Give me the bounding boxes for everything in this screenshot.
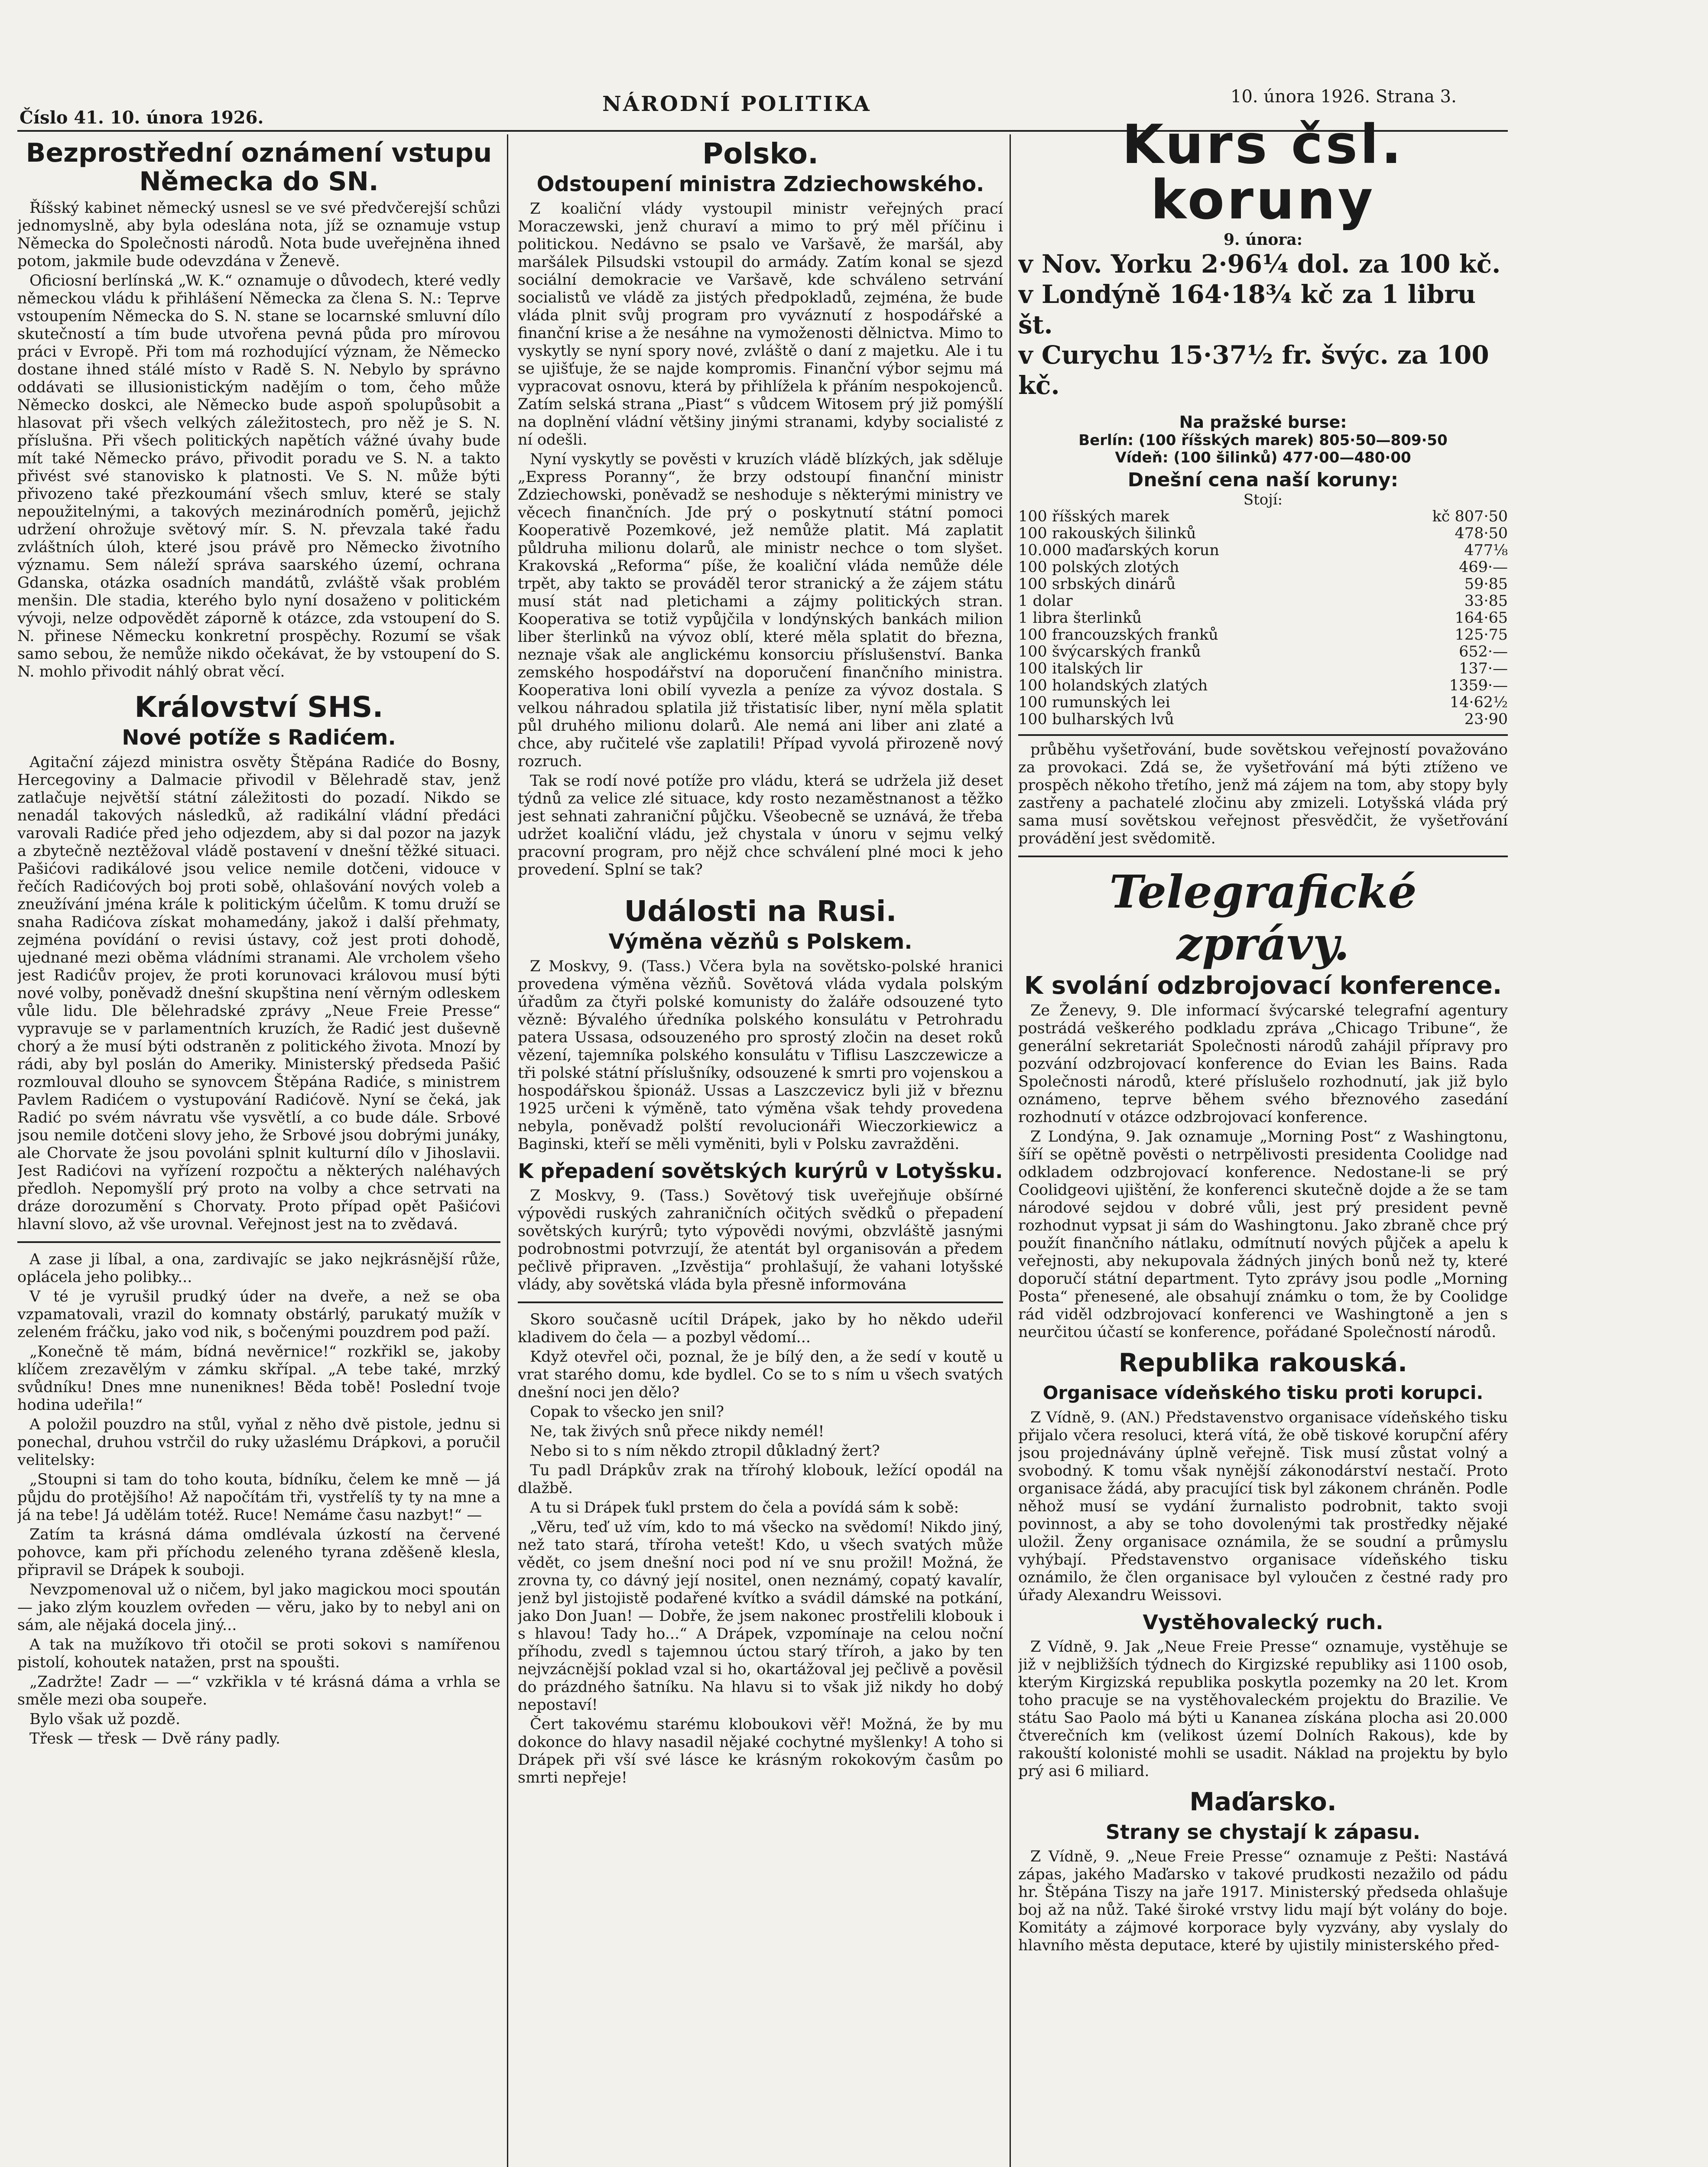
stoji-label: Stojí: <box>1243 491 1283 508</box>
headline-russia: Události na Rusi. <box>624 895 897 928</box>
headline-austria: Republika rakouská. <box>1118 1348 1408 1377</box>
rate-row <box>1018 694 1508 711</box>
currency-value: 125·75 <box>1455 626 1508 644</box>
rate-zurich: v Curychu 15·37½ fr. švýc. za 100 kč. <box>1018 340 1489 400</box>
section-rule <box>1018 734 1508 736</box>
column-2 <box>518 134 1003 2167</box>
feuilleton-para: A položil pouzdro na stůl, vyňal z něho dvě pistole, jednu si ponechal, druhou vstrčil do ruky užaslému Drápkovi, a poručil velitelsky: <box>17 1416 500 1469</box>
column-rule-2 <box>1010 134 1011 2167</box>
currency-value: 477⅛ <box>1464 542 1508 559</box>
column-3 <box>1018 117 1508 2167</box>
para: Z Vídně, 9. „Neue Freie Presse“ oznamuje z Pešti: Nastává zápas, jakého Maďarsko v takové prudkosti nezažilo od pádu hr. Štěpána Tiszy na jaře 1917. Ministerský předseda ohlašuje boj až na nůž. Také široké vrstvy lidu mají být volány do boje. Komitáty a zájmové korporace byly vyzvány, aby vyslaly do hlavního města deputace, které by ujistily ministerského před- <box>1018 1848 1508 1954</box>
rate-row <box>1018 576 1508 593</box>
currency-value: 478·50 <box>1455 525 1508 542</box>
currency-label: 100 švýcarských franků <box>1018 643 1201 661</box>
currency-value: 164·65 <box>1455 609 1508 627</box>
currency-label: 100 rumunských lei <box>1018 694 1170 711</box>
feuilleton-para: V té je vyrušil prudký úder na dveře, a než se oba vzpamatovali, vrazil do komnaty obstárlý, parukatý mužík v zeleném fráčku, jako vod nik, s bočenými pouzdrem pod paží. <box>17 1288 500 1341</box>
currency-label: 100 bulharských lvů <box>1018 711 1174 728</box>
rate-row <box>1018 661 1508 677</box>
rate-row <box>1018 525 1508 542</box>
rate-row <box>1018 542 1508 559</box>
rate-row <box>1018 559 1508 576</box>
currency-label: 100 srbských dinárů <box>1018 576 1176 593</box>
currency-value: 1359·— <box>1449 677 1508 694</box>
headline-poland: Polsko. <box>702 137 819 170</box>
headline-germany: Bezprostřední oznámení vstupu Německa do SN. <box>26 138 492 197</box>
currency-value: 59·85 <box>1464 576 1508 593</box>
currency-label: 1 dolar <box>1018 592 1073 610</box>
currency-value: 23·90 <box>1464 711 1508 728</box>
feuilleton-para: Třesk — třesk — Dvě rány padly. <box>29 1730 280 1747</box>
currency-value: 652·— <box>1459 643 1508 661</box>
feuilleton-para: Skoro současně ucítil Drápek, jako by ho někdo udeřil kladivem do čela — a pozbyl vědomí... <box>518 1311 1003 1346</box>
subhead-russia: Výměna vězňů s Polskem. <box>608 930 912 954</box>
kurs-date: 9. února: <box>1223 231 1303 249</box>
feuilleton-para: „Zadržte! Zadr — —“ vzkřikla v té krásná dáma a vrhla se směle mezi oba soupeře. <box>17 1673 500 1708</box>
currency-label: 100 říšských marek <box>1018 508 1169 525</box>
burse-berlin: Berlín: (100 říšských marek) 805·50—809·50 <box>1078 432 1448 449</box>
feuilleton-para: „Konečně tě mám, bídná nevěrnice!“ rozkřikl se, jakoby klíčem zrezavělým v zámku skřípal. „A tebe také, mrzký svůdníku! Dnes mne nuneniknes! Běda tobě! Poslední tvoje hodina udeřila!“ <box>17 1343 500 1414</box>
currency-label: 10.000 maďarských korun <box>1018 542 1219 559</box>
feuilleton-para: Nebo si to s ním někdo ztropil důkladný žert? <box>530 1442 880 1460</box>
para: Oficiosní berlínská „W. K.“ oznamuje o důvodech, které vedly německou vládu k přihlášení Německa za člena S. N.: Teprve vstoupením Německa do S. N. stane se locarnské smluvní dílo skutečností a tím bude utvořena pevná půda pro mírovou práci v Evropě. Při tom má rozhodující význam, že Německo dostane ihned stálé místo v Radě S. N. Nebylo by správno oddávati se illusionistickým nadějím o tom, čeho může Německo doskci, ale Německo bude aspoň spolupůsobit a hlasovat při všech velkých záležitostech, pro něž je S. N. příslušna. Při všech politických napětích vážné úvahy bude mít také Německo právo, přivodit poradu ve S. N. a takto přivést své stanovisko k platnosti. Ve S. N. může býti přivozeno také přezkoumání všech smluv, které se staly nepoužitelnými, a takových mezinárodních poměrů, jejichž udržení ohrožuje světový mír. S. N. převzala také řadu zvláštních úloh, které jsou právě pro Německo životního významu. Sem náleží správa saarského území, ochrana Gdanska, otázka osadních mandátů, zvláště však problém menšin. Dle stadia, kterého bylo nyní dosaženo v politickém vývoji, nelze odpovědět záporně k otázce, zda vstoupení do S. N. přinese Německu konkretní prospěchy. Rozumí se však samo sebou, že nemůže nikdo očekávat, že by vstoupení do S. N. mohlo přivodit náhlý obrat věcí. <box>17 272 500 680</box>
section-rule <box>1018 856 1508 857</box>
headline-shs: Království SHS. <box>134 690 383 724</box>
currency-value: 469·— <box>1459 559 1508 576</box>
currency-label: 1 libra šterlinků <box>1018 609 1142 627</box>
feuilleton-para: Zatím ta krásná dáma omdlévala úzkostí na červené pohovce, kam při příchodu zeleného tyrana zděšeně klesla, připravil se Drápek k souboji. <box>17 1526 500 1579</box>
rate-new-york: v Nov. Yorku 2·96¼ dol. za 100 kč. <box>1018 249 1501 279</box>
burse-vienna: Vídeň: (100 šilinků) 477·00—480·00 <box>1115 449 1411 466</box>
feuilleton-para: „Stoupni si tam do toho kouta, bídníku, čelem ke mně — já půjdu do protějšího! Až napočítám tři, vystřelíš ty ty na mne a já na tebe! Já udělám totéž. Ruce! Nemáme času nazbyt!“ — <box>17 1471 500 1524</box>
rate-row <box>1018 677 1508 694</box>
para: Tak se rodí nové potíže pro vládu, která se udržela již deset týdnů za velice zlé situace, kdy rosto nezaměstnanost a těžko jest sehnati zahraniční půjčku. Všeobecně se uznává, že třeba udržet koaliční vládu, jež chystala v únoru v sejmu velký pracovní program, pro nějž chce schválení plné moci k jeho provedení. Splní se tak? <box>518 772 1003 879</box>
feuilleton-para: „Věru, teď už vím, kdo to má všecko na svědomí! Nikdo jiný, než tato stará, tříroha vetešt! Kdo, u všech svatých může vědět, co jsem dnešní noci pod ní ve snu prožil! Možná, že zrovna ty, co dávný její nositel, onen neznámý, copatý kavalír, jenž byl jistojistě podařené kvítko a svádil dámské na potkání, jako Don Juan! — Dobře, že jsem nakonec prostřelili klobouk i s hlavou! Tady ho...“ A Drápek, vzpomínaje na celou noční příhodu, zvedl s tajemnou úctou starý tříroh, a jako by ten nejvzácnější poklad vzal si ho, okartážoval jej pečlivě a pověsil do prázdného šatníku. Na hlavu si to však již nikdy ho dobý nepostaví! <box>518 1519 1003 1714</box>
rate-row <box>1018 610 1508 627</box>
headline-hungary: Maďarsko. <box>1189 1787 1337 1816</box>
headline-couriers: K přepadení sovětských kurýrů v Lotyšsku. <box>518 1159 1003 1183</box>
rate-row <box>1018 627 1508 644</box>
para: Říšský kabinet německý usnesl se ve své předvčerejší schůzi jednomyslně, aby byla odeslána nota, jíž se oznamuje vstup Německa do Společnosti národů. Nota bude uveřejněna ihned potom, jakmile bude odevzdána v Ženevě. <box>17 199 500 270</box>
feuilleton-para: A tak na mužíkovo tři otočil se proti sokovi s namířenou pistolí, kohoutek natažen, prst na spoušti. <box>17 1636 500 1671</box>
para: Z Moskvy, 9. (Tass.) Sovětový tisk uveřejňuje obšírné výpovědi ruských zahraničních očitých svědků o přepadení sovětských kurýrů; tyto výpovědi novými, obzvláště jasnými podrobnostmi potvrzují, že atentát byl organisován a předem pečlivě připraven. „Izvěstija“ prohlašují, že vahani lotyšské vlády, aby sovětská vláda byla přesně informována <box>518 1187 1003 1293</box>
para: Ze Ženevy, 9. Dle informací švýcarské telegrafní agentury postrádá veškerého podkladu zpráva „Chicago Tribune“, že generální sekretariát Společnosti národů zahájil přípravy pro pozvání odzbrojovací konference do Evian les Bains. Rada Společnosti národů, které příslušelo rozhodnutí, jak již bylo oznámeno, teprve během svého březnového zasedání rozhodnutí v otázce odzbrojovací konference. <box>1018 1002 1508 1126</box>
currency-label: 100 polských zlotých <box>1018 559 1179 576</box>
feuilleton-para: Bylo však už pozdě. <box>29 1711 181 1728</box>
para: Agitační zájezd ministra osvěty Štěpána Radiće do Bosny, Hercegoviny a Dalmacie přivodil v Bělehradě stav, jenž zatlačuje největší státní záležitosti do pozadí. Nikdo se nenadál takových následků, až radikální vládní předáci varovali Radiće před jeho odjezdem, aby si dal pozor na jazyk a zbytečně neztěžoval vládě postavení v dnešní těžké situaci. Pašićovi radikálové jsou velice nemile dotčeni, vidouce v řečích Radićových boj proti sobě, ohlašování nových voleb a zneužívání jména krále k politickým účelům. K tomu druží se snaha Radićova získat mohamedány, jakož i další přehmaty, zejména povídání o revisi ústavy, což jest proti dohodě, ujednané mezi oběma vládními stranami. Ale vrcholem všeho jest Radićův projev, že proti korunovaci královou musí býti nové volby, poněvadž dnešní skupština není věrným odleskem vůle lidu. Dle bělehradské zprávy „Neue Freie Presse“ vypravuje se v parlamentních kruzích, že Radić jest duševně chorý a že musí býti odstraněn z politického života. Mnozí by rádi, aby byl poslán do Ameriky. Ministerský předseda Pašić rozmlouval dlouho se synovcem Štěpána Radiće, s ministrem Pavlem Radićem o vystupování Radićově. Nyní se čeká, jak Radić po svém návratu vše vysvětlí, a co bude dále. Srbové jsou nemile dotčeni slovy jeho, že Srbové jsou dobrými junáky, ale Chorvate že jsou povoláni splnit kulturní dílo v Jihoslavii. Jest Radićovi na vyřízení rozpočtu a některých naléhavých předloh. Nepomyšlí prý proto na volby a chce setrvati na dráze dorozumění s Chorvaty. Proto případ opět Pašićovi hlavní slovo, až vše urovnal. Veřejnost jest na to zvědavá. <box>17 754 500 1233</box>
masthead: NÁRODNÍ POLITIKA <box>602 92 871 116</box>
currency-label: 100 holandských zlatých <box>1018 677 1208 694</box>
para: Z Vídně, 9. Jak „Neue Freie Presse“ oznamuje, vystěhuje se již v nejbližších týdnech do Kirgizské republiky asi 1100 osob, kterým Kirgizská republika poskytla pozemky na 20 let. Krom toho pracuje se na vystěhovaleckém projektu do Brazilie. Ve státu Sao Paolo má býti u Kananea získána plocha asi 20.000 čtverečních km (velikost území Dolních Rakous), kde by rakouští kolonisté mohli se usadit. Náklad na projektu by bylo prý asi 6 miliard. <box>1018 1638 1508 1780</box>
column-1 <box>17 134 500 2167</box>
currency-value: 14·62½ <box>1449 694 1508 711</box>
feuilleton-rule <box>17 1241 500 1243</box>
para: Z Moskvy, 9. (Tass.) Včera byla na sovětsko-polské hranici provedena výměna vězňů. Sovětová vláda vydala polským úřadům za čtyři polské komunisty do žaláře odsouzené tyto vězně: Bývalého úředníka polského konsulátu v Petrohradu patera Ussasa, odsouzeného pro sprostý zločin na deset roků vězení, tajemníka polského konsulátu v Tiflisu Laszczewicze a tři polské státní příslušníky, odsouzené k smrti pro vojenskou a hospodářskou špionáž. Ussas a Laszczevicz byli již v březnu 1925 určeni k výměně, tato výměna však tehdy provedena nebyla, poněvadž polští revolucionáři Wieczorkiewicz a Baginski, kteří se měli vyměniti, byli v Polsku zavražděni. <box>518 958 1003 1153</box>
rate-row <box>1018 508 1508 525</box>
feuilleton-para: Ne, tak živých snů přece nikdy nemél! <box>530 1423 825 1440</box>
headline-disarmament: K svolání odzbrojovací konference. <box>1024 972 1502 1000</box>
rate-row <box>1018 644 1508 661</box>
para: Z Londýna, 9. Jak oznamuje „Morning Post“ z Washingtonu, šíří se opětně pověsti o netrpělivosti presidenta Coolidge nad odkladem odzbrojovací konference. Nedostane-li se prý Coolidgeovi ujištění, že konferenci skutečně dojde a že se tam národové sejdou v dobré vůli, jest prý president pevně rozhodnut vypsat ji sám do Washingtonu. Jako zbraně chce prý použít finančního nátlaku, odmítnutí nových půjček a apelu k veřejnosti, aby nekupovala žádných jiných bonů než ty, které doporučí státní department. Tyto zprávy jsou podle „Morning Posta“ přenesené, ale obsahují známku o tom, že by Coolidge rád viděl odzbrojovací konferenci ve Washingtoně a jen s neurčitou účastí se konference, pořádané Společností národů. <box>1018 1128 1508 1341</box>
telegraph-title: Telegrafické zprávy. <box>1109 865 1417 970</box>
rate-row <box>1018 711 1508 728</box>
kurs-title: Kurs čsl. koruny <box>1122 117 1404 231</box>
feuilleton-rule <box>518 1302 1003 1303</box>
para: Z Vídně, 9. (AN.) Představenstvo organisace vídeňského tisku přijalo včera resoluci, která vítá, že obě tiskové korupční aféry jsou projednávány úplně veřejně. Tisk musí zůstat volný a svobodný. K tomu však nynější zákonodárství nestačí. Proto organisace žádá, aby pracující tisk byl zákonem chráněn. Podle něhož musí se vydání žurnalisto podrobnit, takto svoji povinnost, a aby se toho dovolenými tak prostředky nějaké uložil. Ženy organisace oznámila, že se soudní a průmyslu vyhýbají. Představenstvo organisace vídeňského tisku oznámilo, že člen organisace byl vyloučen z čestné rady pro úřady Alexandru Weissovi. <box>1018 1409 1508 1604</box>
currency-value: 33·85 <box>1464 592 1508 610</box>
feuilleton-para: Copak to všecko jen snil? <box>530 1403 724 1421</box>
dnesni-cena: Dnešní cena naší koruny: <box>1127 469 1399 491</box>
column-rule-1 <box>507 134 508 2167</box>
para: průběhu vyšetřování, bude sovětskou veřejností považováno za provokaci. Zdá se, že vyšetřování má býti ztíženo ve prospěch někoho třetího, jenž má zájem na tom, aby stopy byly zastřeny a pachatelé zločinu aby zmizeli. Lotyšská vláda prý sama musí sovětskou veřejnost přesvědčit, že vyšetřování provádění jest svědomitě. <box>1018 741 1508 847</box>
subhead-hungary: Strany se chystají k zápasu. <box>1105 1820 1421 1844</box>
feuilleton-para: Když otevřel oči, poznal, že je bílý den, a že sedí v koutě u vrat starého domu, kde bydlel. Co se to s ním u všech svatých dnešní noci jen dělo? <box>518 1348 1003 1401</box>
feuilleton-para: A tu si Drápek ťukl prstem do čela a povídá sám k sobě: <box>530 1499 959 1516</box>
subhead-poland: Odstoupení ministra Zdziechowského. <box>536 172 984 196</box>
subhead-emigration: Vystěhovalecký ruch. <box>1143 1611 1383 1634</box>
subhead-shs: Nové potíže s Radićem. <box>122 726 396 750</box>
feuilleton-para: A zase ji líbal, a ona, zardivajíc se jako nejkrásnější růže, oplácela jeho polibky... <box>17 1251 500 1286</box>
rates-table <box>1018 508 1508 728</box>
currency-label: 100 rakouských šilinků <box>1018 525 1196 542</box>
feuilleton-para: Nevzpomenoval už o ničem, byl jako magickou moci spoután — jako zlým kouzlem ovředen — věru, jako by to nebyl ani on sám, ale nějaká docela jiný... <box>17 1581 500 1634</box>
feuilleton-para: Tu padl Drápkův zrak na třírohý klobouk, ležící opodál na dlažbě. <box>518 1462 1003 1497</box>
currency-label: 100 francouzských franků <box>1018 626 1218 644</box>
header-left: Číslo 41. 10. února 1926. <box>19 107 264 128</box>
burse-title: Na pražské burse: <box>1179 413 1347 432</box>
para: Z koaliční vlády vystoupil ministr veřejných prací Moraczewski, jenž churaví a mimo to prý měl příčinu i politickou. Nedávno se psalo ve Varšavě, že maršál, aby maršálek Pilsudski vstoupil do armády. Zatím konal se sjezd sociální demokracie ve Varšavě, kde schváleno setrvání socialistů ve vládě za jistých předpokladů, zejména, že bude vláda plnit svůj program pro vyváznutí z hospodářské a finanční krise a že nesáhne na vymoženosti dělnictva. Mimo to vyskytly se nyní spory nové, zvláště o daní z majetku. Ale i tu se ujišťuje, že se najde kompromis. Finanční výbor sejmu má vypracovat osnovu, která by přihlížela k přáním nespokojenců. Zatím selská strana „Piast“ s vůdcem Witosem prý již pomýšlí na doplnění vládní většiny jinými stranami, kdyby socialisté z ní odešli. <box>518 200 1003 449</box>
header-right: 10. února 1926. Strana 3. <box>1231 87 1457 107</box>
rate-row <box>1018 593 1508 610</box>
currency-value: 137·— <box>1459 660 1508 677</box>
subhead-austria-press: Organisace vídeňského tisku proti korupci. <box>1042 1382 1484 1403</box>
feuilleton-para: Čert takovému starému kloboukovi věř! Možná, že by mu dokonce do hlavy nasadil nějaké cochytné myšlenky! A toho si Drápek při vší své lásce ke krásným rokokovým časům po smrti nepřeje! <box>518 1716 1003 1786</box>
currency-label: 100 italských lir <box>1018 660 1143 677</box>
rate-london: v Londýně 164·18¾ kč za 1 libru št. <box>1018 280 1476 339</box>
currency-value: kč 807·50 <box>1432 508 1508 525</box>
para: Nyní vyskytly se pověsti v kruzích vládě blízkých, jak sděluje „Express Poranny“, že brzy odstoupí finanční ministr Zdziechowski, poněvadž se neshoduje s některými ministry ve věcech finančních. Jde prý o poskytnutí státní pomoci Kooperativě Pozemkové, jež nemůže platit. Má zaplatit půldruha milionu dolarů, ale ministr nechce o tom slyšet. Krakovská „Reforma“ píše, že koaliční vláda nemůže déle trpět, aby takto se prováděl teror stranický a že zájem státu musí stát nad pletichami a zájmy politických stran. Kooperativa se totiž vypůjčila v londýnských bankách milion liber šterlinků na vývoz oblí, které měla splatit do března, neznaje však ale anglickému konsorciu příslušenství. Banka zemského hospodářství na doporučení finančního ministra. Kooperativa loni obilí vyvezla a peníze za vývoz dostala. S velkou náhradou splatila již třistatisíc liber, nyní měla splatit půl druhého milionu dolarů. Ale nemá ani liber ani zlaté a chce, aby ručitelé vše zaplatili! Případ vyvolá přirozeně nový rozruch. <box>518 451 1003 770</box>
